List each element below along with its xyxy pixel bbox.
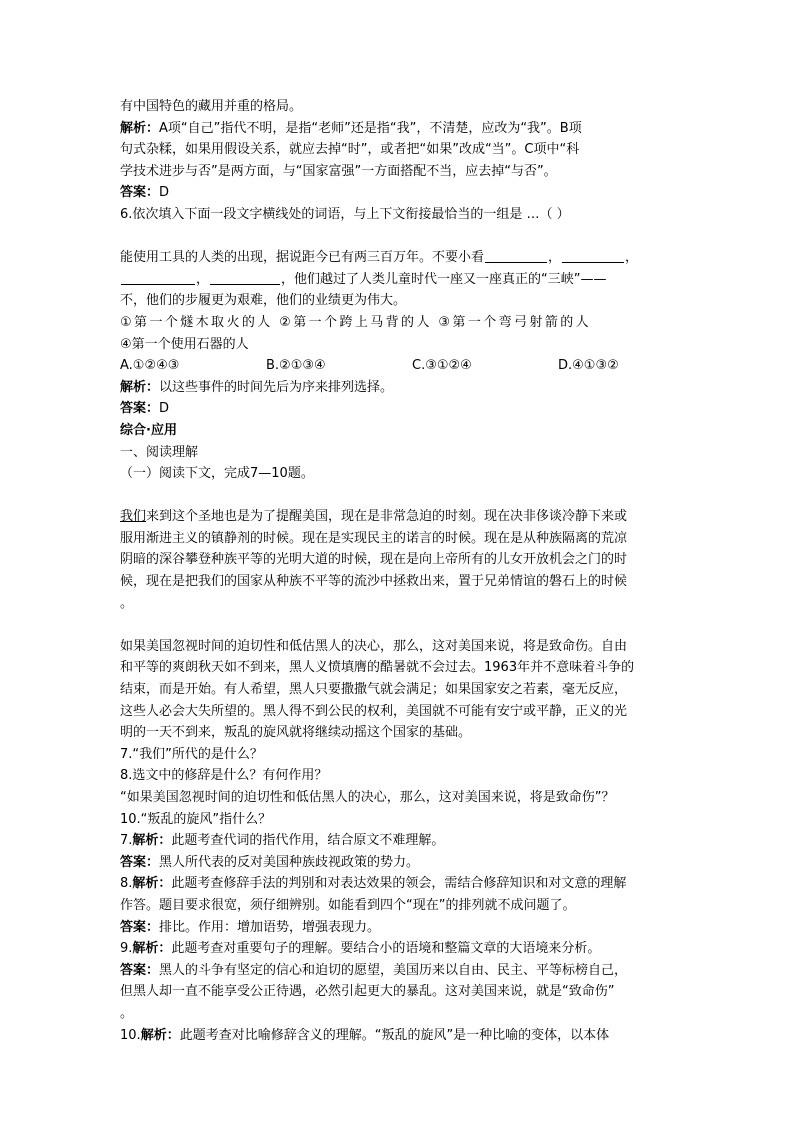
answer-line [120,852,680,874]
fill-blank [121,271,195,285]
question-9: “如果美国忽视时间的迫切性和低估黑人的决心，那么，这对美国来说，将是致命伤”？ [120,790,615,805]
comma: ， [625,250,639,266]
answer-label: 答案： [120,185,160,201]
answer-label: 答案： [120,401,160,417]
analysis-label: 解析： [120,120,160,136]
analysis-label: 解析： [132,876,172,892]
analysis-line [120,377,680,399]
analysis-line [120,938,680,960]
option-b: B.②①③④ [266,358,326,374]
answer-value: 黑人的斗争有坚定的信心和迫切的愿望，美国历来以自由、民主、平等标榜自己， [159,962,628,978]
answer-label: 答案： [120,854,160,870]
answer-value: D [159,185,170,201]
choices-line: ①第一个燧木取火的人 ②第一个跨上马背的人 ③第一个弯弓射箭的人 [120,314,592,330]
option-d: D.④①③② [558,358,619,374]
reading-line: 结束，而是开始。有人希望，黑人只要撒撒气就会满足；如果国家安之若素，毫无反应， [120,682,628,698]
analysis-label: 解析： [132,941,172,957]
passage-line [120,247,680,269]
fill-blank [562,249,624,263]
analysis-label: 解析： [120,379,160,395]
comma: ， [548,250,562,266]
spacer [120,226,680,248]
analysis-line [120,830,680,852]
passage-text: ，他们越过了人类儿童时代一座又一座真正的“三峡”—— [281,271,607,287]
answer-value: 黑人所代表的反对美国种族歧视政策的势力。 [159,854,420,870]
analysis-line [120,118,680,140]
reading-text: 来到这个圣地也是为了提醒美国，现在是非常急迫的时刻。现在决非侈谈冷静下来或 [146,509,628,525]
reading-line: 。 [120,595,134,611]
question-8: 8.选文中的修辞是什么？有何作用？ [120,768,328,784]
analysis-label: 解析： [140,1027,180,1043]
text-line: 学技术进步与否”是两方面，与“国家富强”一方面搭配不当，应去掉“与否”。 [120,163,557,179]
reading-line: 服用渐进主义的镇静剂的时候。现在是实现民主的诺言的时候。现在是从种族隔离的荒凉 [120,530,628,546]
document-page [120,96,680,1046]
analysis-text: 此题考查修辞手法的判别和对表达效果的领会，需结合修辞知识和对文意的理解 [171,876,627,892]
reading-line [120,506,680,528]
underlined-word: 我们 [120,509,147,525]
item-number: 10. [120,1027,141,1043]
text-line: 作答。题目要求很宽，须仔细辨别。如能看到四个“现在”的排列就不成问题了。 [120,897,576,913]
analysis-line [120,1025,680,1047]
question-7: 7.“我们”所代的是什么？ [120,746,263,762]
option-a: A.①②④③ [120,358,180,374]
item-number: 9. [120,941,133,957]
analysis-line [120,873,680,895]
analysis-text: 此题考查对重要句子的理解。要结合小的语境和整篇文章的大语境来分析。 [171,941,601,957]
answer-value: 排比。作用：增加语势，增强表现力。 [159,919,381,935]
reading-line: 候，现在是把我们的国家从种族不平等的流沙中拯救出来，置于兄弟情谊的磐石上的时候 [120,574,628,590]
text-line: 句式杂糅，如果用假设关系，就应去掉“时”，或者把“如果”改成“当”。C项中“科 [120,142,580,158]
answer-line [120,182,680,204]
instruction-line: （一）阅读下文，完成7—10题。 [120,466,314,482]
text-line: 有中国特色的藏用并重的格局。 [120,99,303,114]
analysis-text: 此题考查对比喻修辞含义的理解。“叛乱的旋风”是一种比喻的变体，以本体 [179,1027,610,1043]
option-c: C.③①②④ [412,358,472,374]
reading-line: 如果美国忽视时间的迫切性和低估黑人的决心，那么，这对美国来说，将是致命伤。自由 [120,638,628,654]
answer-label: 答案： [120,919,160,935]
analysis-text: A项“自己”指代不明，是指“老师”还是指“我”，不清楚，应改为“我”。B项 [159,120,582,136]
answer-line [120,960,680,982]
analysis-text: 此题考查代词的指代作用，结合原文不难理解。 [171,833,445,849]
spacer [120,614,680,636]
passage-line: 不，他们的步履更为艰难，他们的业绩更为伟大。 [120,293,407,309]
choices-line: ④第一个使用石器的人 [120,336,249,352]
comma: ， [196,271,210,287]
analysis-text: 以这些事件的时间先后为序来排列选择。 [159,379,394,395]
reading-line: 这些人必会大失所望的。黑人得不到公民的权利，美国就不可能有安宁或平静，正义的光 [120,703,628,719]
section-heading: 综合·应用 [120,422,177,438]
item-number: 7. [120,833,133,849]
answer-line [120,917,680,939]
reading-line: 阴暗的深谷攀登种族平等的光明大道的时候，现在是向上帝所有的儿女开放机会之门的时 [120,552,628,568]
fill-blank [485,249,547,263]
fill-blank [210,271,280,285]
answer-label: 答案： [120,962,160,978]
text-line: 但黑人却一直不能享受公正待遇，必然引起更大的暴乱。这对美国来说，就是“致命伤” [120,984,615,1000]
answer-line [120,398,680,420]
section-subheading: 一、阅读理解 [120,444,199,460]
passage-line [120,269,680,291]
reading-line: 明的一天不到来，叛乱的旋风就将继续动摇这个国家的基础。 [120,725,472,741]
item-number: 8. [120,876,133,892]
reading-line: 和平等的爽朗秋天如不到来，黑人义愤填膺的酷暑就不会过去。1963年并不意味着斗争的 [120,660,635,676]
analysis-label: 解析： [132,833,172,849]
options-line [120,355,680,377]
passage-text: 能使用工具的人类的出现，据说距今已有两三百万年。不要小看 [120,250,485,266]
text-line: 。 [120,1005,134,1021]
question-6: 6.依次填入下面一段文字横线处的词语，与上下文衔接最恰当的一组是 …（ ） [120,206,570,222]
spacer [120,485,680,507]
question-10: 10.“叛乱的旋风”指什么？ [120,811,272,827]
answer-value: D [159,401,170,417]
